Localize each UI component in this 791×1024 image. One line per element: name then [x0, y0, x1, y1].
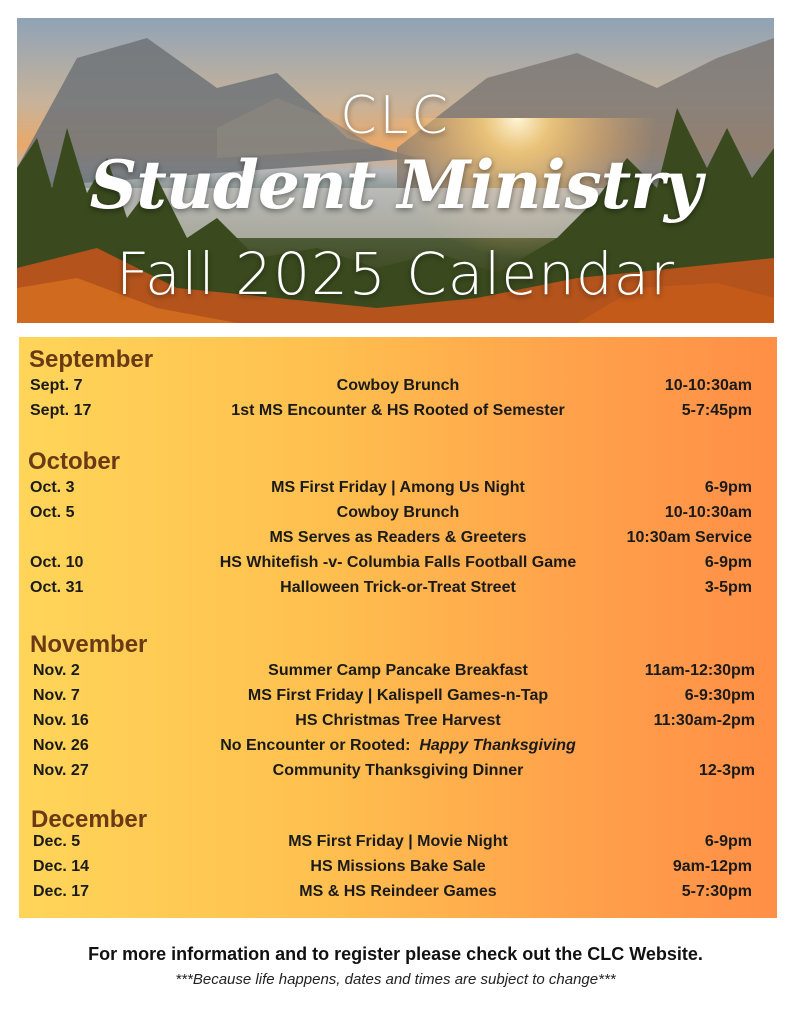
footer-info-text: For more information and to register please check out the CLC Website. — [88, 944, 703, 964]
event-date: Dec. 5 — [33, 833, 81, 850]
event-time: 10-10:30am — [664, 377, 752, 394]
event-row — [19, 687, 777, 711]
event-title: HS Missions Bake Sale — [310, 858, 486, 875]
event-row — [19, 737, 777, 761]
event-time: 6-9:30pm — [684, 687, 755, 704]
event-title: MS First Friday | Kalispell Games-n-Tap — [247, 687, 549, 704]
event-time: 3-5pm — [704, 579, 752, 596]
event-date: Dec. 17 — [33, 883, 90, 900]
calendar-panel — [19, 337, 777, 918]
event-date: Nov. 26 — [33, 737, 89, 754]
event-title: HS Whitefish -v- Columbia Falls Football Game — [219, 554, 577, 571]
event-time: 10:30am Service — [626, 529, 752, 546]
event-date: Oct. 3 — [30, 479, 75, 496]
event-title: MS First Friday | Movie Night — [288, 833, 508, 850]
event-title: MS First Friday | Among Us Night — [271, 479, 525, 496]
hero-title-student-ministry: Student Ministry — [89, 146, 702, 224]
month-heading-december: December — [31, 806, 148, 833]
event-title: Summer Camp Pancake Breakfast — [268, 662, 528, 679]
event-row — [19, 579, 777, 603]
event-row — [19, 662, 777, 686]
event-date: Nov. 16 — [33, 712, 89, 729]
event-title-emphasis: Happy Thanksgiving — [419, 737, 576, 754]
event-row — [19, 712, 777, 736]
event-title — [19, 737, 777, 755]
event-date: Oct. 5 — [30, 504, 75, 521]
event-row — [19, 554, 777, 578]
event-row — [19, 377, 777, 401]
hero-title-fall-calendar: Fall 2025 Calendar — [115, 240, 676, 308]
event-date: Oct. 10 — [30, 554, 84, 571]
event-row — [19, 833, 777, 857]
event-date: Nov. 27 — [33, 762, 89, 779]
event-title: MS Serves as Readers & Greeters — [269, 529, 527, 546]
event-time: 10-10:30am — [664, 504, 752, 521]
event-title: Halloween Trick-or-Treat Street — [280, 579, 516, 596]
event-time: 5-7:45pm — [681, 402, 752, 419]
event-row — [19, 479, 777, 503]
event-date: Nov. 7 — [33, 687, 80, 704]
event-date: Nov. 2 — [33, 662, 80, 679]
event-row — [19, 883, 777, 907]
event-title: Cowboy Brunch — [336, 377, 460, 394]
event-row — [19, 402, 777, 426]
event-title: 1st MS Encounter & HS Rooted of Semester — [231, 402, 565, 419]
month-heading-october: October — [28, 448, 121, 475]
hero-title-clc: CLC — [340, 86, 451, 146]
hero-banner — [17, 18, 774, 323]
event-title: Cowboy Brunch — [336, 504, 460, 521]
month-heading-november: November — [30, 631, 148, 658]
event-time: 9am-12pm — [672, 858, 752, 875]
event-row — [19, 762, 777, 786]
event-title: MS & HS Reindeer Games — [299, 883, 497, 900]
event-date: Sept. 7 — [30, 377, 83, 394]
event-time: 6-9pm — [704, 833, 752, 850]
event-date: Oct. 31 — [30, 579, 84, 596]
event-row — [19, 504, 777, 528]
event-title: Community Thanksgiving Dinner — [272, 762, 524, 779]
event-row — [19, 529, 777, 553]
event-time: 5-7:30pm — [681, 883, 752, 900]
event-date: Sept. 17 — [30, 402, 92, 419]
event-time: 12-3pm — [698, 762, 755, 779]
event-title: HS Christmas Tree Harvest — [295, 712, 501, 729]
event-time: 11am-12:30pm — [644, 662, 755, 679]
event-date: Dec. 14 — [33, 858, 90, 875]
event-time: 6-9pm — [704, 554, 752, 571]
event-time: 6-9pm — [704, 479, 752, 496]
month-heading-september: September — [29, 346, 154, 373]
event-title-text: No Encounter or Rooted: — [220, 737, 411, 754]
footer-disclaimer-text: ***Because life happens, dates and times are subject to change*** — [175, 971, 616, 988]
event-time: 11:30am-2pm — [653, 712, 755, 729]
event-row — [19, 858, 777, 882]
